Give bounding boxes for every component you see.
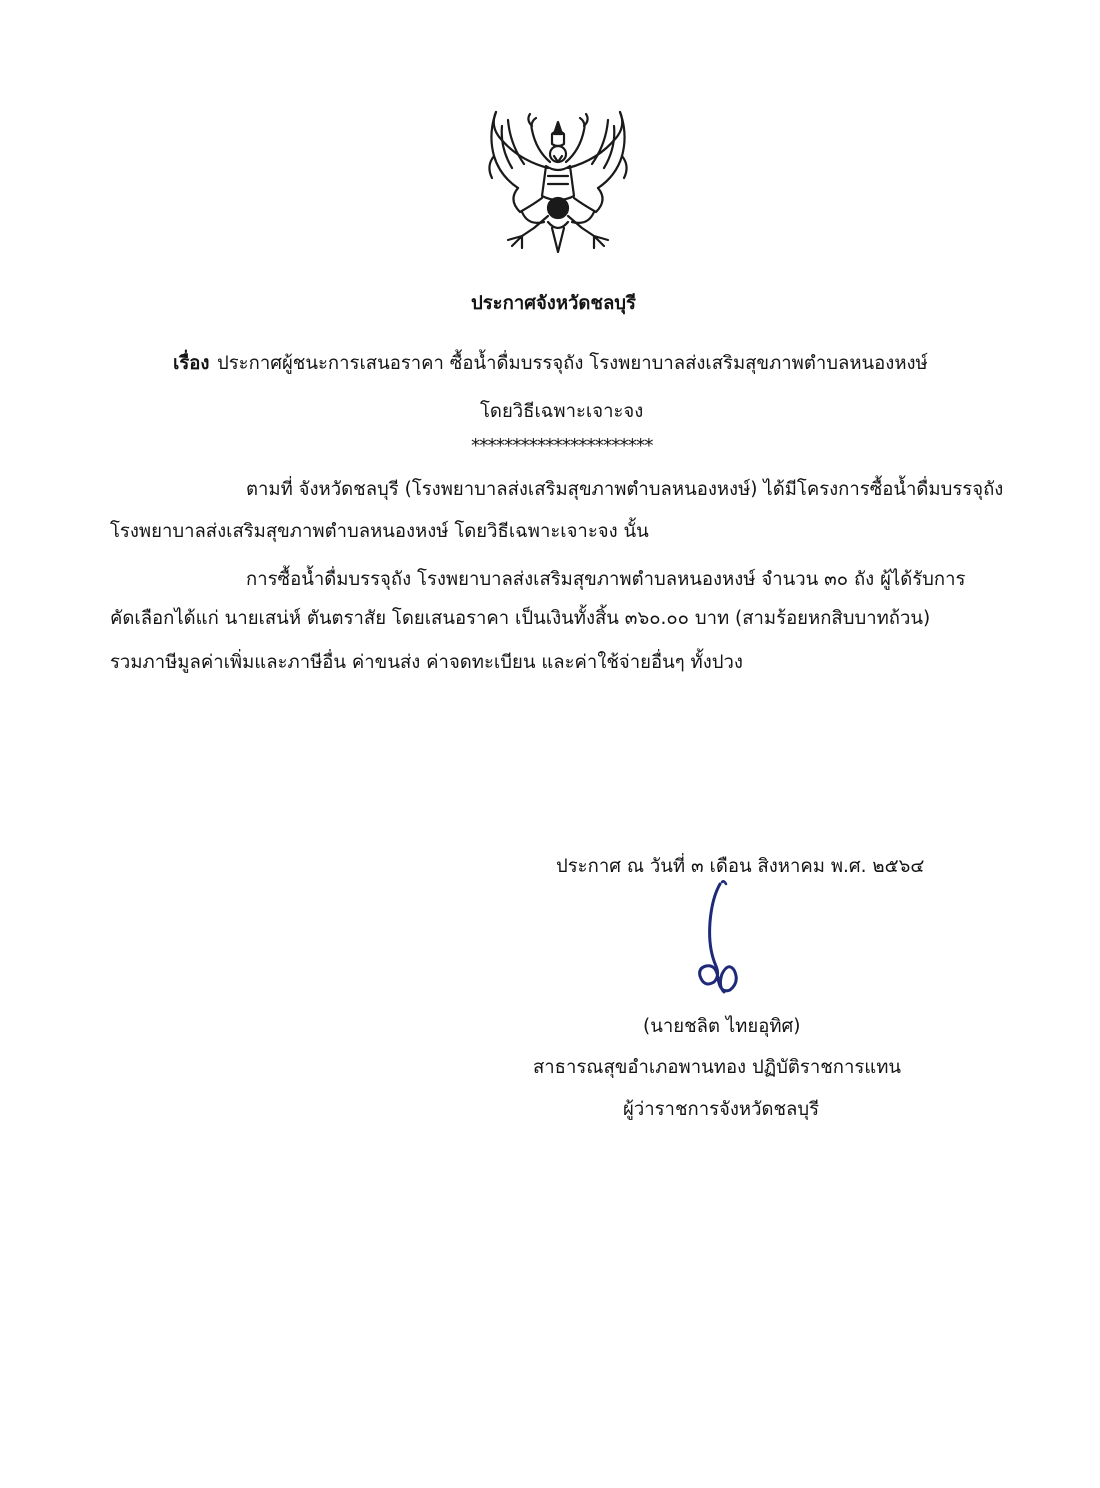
paragraph-2-line-2: คัดเลือกได้แก่ นายเสน่ห์ ตันตราสัย โดยเสนอราคา เป็นเงินทั้งสิ้น ๓๖๐.๐๐ บาท (สามร้อยหกสิบบาทถ้วน) [110,608,931,629]
paragraph-1-line-2: โรงพยาบาลส่งเสริมสุขภาพตำบลหนองหงษ์ โดยวิธีเฉพาะเจาะจง นั้น [110,521,649,542]
subject-line-2: โดยวิธีเฉพาะเจาะจง [480,401,644,422]
document-heading: ประกาศจังหวัดชลบุรี [471,293,636,314]
handwritten-signature-icon [686,878,756,1010]
separator: ********************** [471,436,653,457]
paragraph-2-line-3: รวมภาษีมูลค่าเพิ่มและภาษีอื่น ค่าขนส่ง ค่าจดทะเบียน และค่าใช้จ่ายอื่นๆ ทั้งปวง [110,652,743,673]
signer-position-line-2: ผู้ว่าราชการจังหวัดชลบุรี [623,1099,820,1120]
signer-position-line-1: สาธารณสุขอำเภอพานทอง ปฏิบัติราชการแทน [533,1057,902,1078]
garuda-emblem-icon [478,104,638,256]
paragraph-2-line-1: การซื้อน้ำดื่มบรรจุถัง โรงพยาบาลส่งเสริมสุขภาพตำบลหนองหงษ์ จำนวน ๓๐ ถัง ผู้ได้รับการ [246,569,966,590]
paragraph-1-line-1: ตามที่ จังหวัดชลบุรี (โรงพยาบาลส่งเสริมสุขภาพตำบลหนองหงษ์) ได้มีโครงการซื้อน้ำดื่มบรรจุถัง [246,479,1004,500]
announcement-date: ประกาศ ณ วันที่ ๓ เดือน สิงหาคม พ.ศ. ๒๕๖๔ [556,856,925,877]
subject-line-1: ประกาศผู้ชนะการเสนอราคา ซื้อน้ำดื่มบรรจุถัง โรงพยาบาลส่งเสริมสุขภาพตำบลหนองหงษ์ [217,353,928,374]
subject-label: เรื่อง [173,353,210,374]
signer-name: (นายชลิต ไทยอุทิศ) [643,1016,801,1037]
